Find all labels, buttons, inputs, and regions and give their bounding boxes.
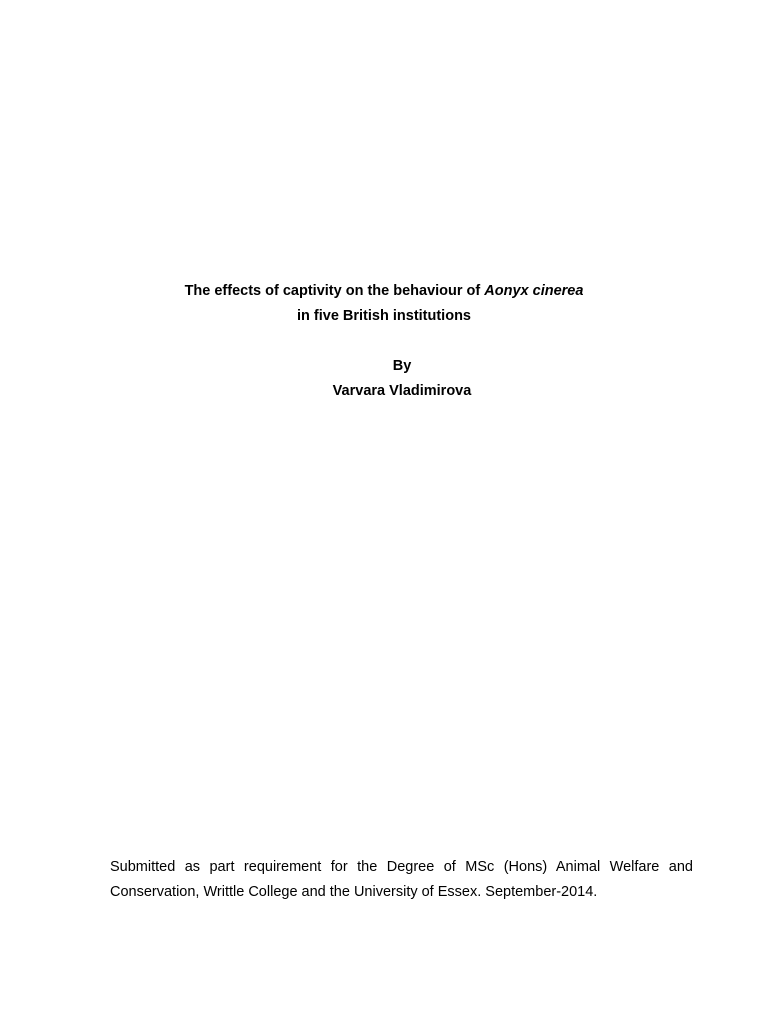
- species-name: Aonyx cinerea: [484, 283, 584, 299]
- title-line-2: in five British institutions: [296, 308, 471, 324]
- submission-line-2: Conservation, Writtle College and the University of Essex. September-2014.: [110, 884, 598, 900]
- title-text: The effects of captivity on the behaviour of: [184, 283, 485, 299]
- author-name: Varvara Vladimirova: [332, 383, 472, 399]
- by-label: By: [392, 358, 412, 374]
- title-line-1: [0, 279, 768, 304]
- thesis-title: [0, 279, 768, 329]
- byline: [0, 354, 768, 404]
- submission-statement: [110, 855, 693, 905]
- submission-line-1: Submitted as part requirement for the Degree of MSc (Hons) Animal Welfare and: [110, 859, 693, 875]
